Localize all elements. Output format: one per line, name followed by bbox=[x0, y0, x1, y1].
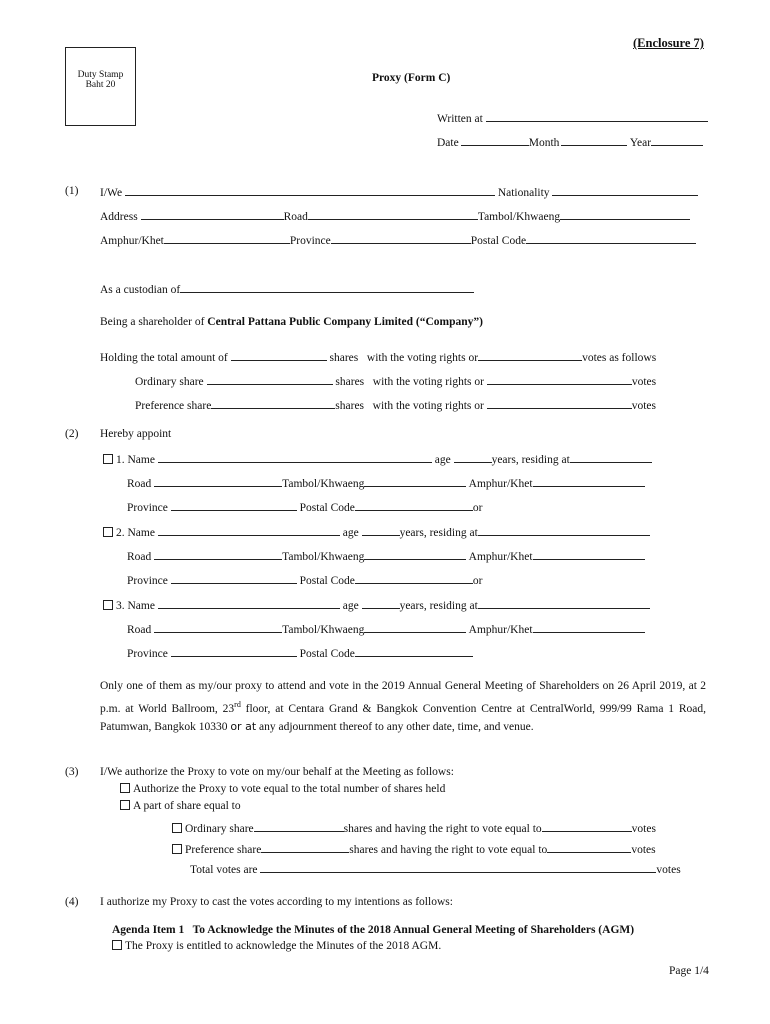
section-4-intro: I authorize my Proxy to cast the votes according to my intentions as follows: bbox=[100, 896, 453, 908]
proxy-1-postal-field[interactable] bbox=[355, 499, 473, 511]
year-label: Year bbox=[629, 137, 652, 149]
proxy-3-residence-field[interactable] bbox=[478, 597, 650, 609]
voting-rights-field[interactable] bbox=[478, 349, 582, 361]
shares-label: shares bbox=[335, 400, 365, 412]
section-3-number: (3) bbox=[65, 766, 79, 778]
or-label: or bbox=[472, 575, 483, 587]
nationality-label: Nationality bbox=[497, 187, 550, 199]
proxy-2-name-row bbox=[103, 524, 650, 540]
tambol-label: Tambol/Khwaeng bbox=[282, 551, 365, 563]
page-number: Page 1/4 bbox=[669, 965, 709, 977]
proxy-3-province-row bbox=[127, 645, 473, 661]
proxy-3-age-field[interactable] bbox=[362, 597, 400, 609]
ordinary-label: Ordinary share bbox=[135, 376, 204, 388]
voting-rights-label: with the voting rights or bbox=[372, 400, 484, 412]
proxy-2-age-field[interactable] bbox=[362, 524, 400, 536]
date-row bbox=[437, 134, 703, 150]
agenda-1-ack-label: The Proxy is entitled to acknowledge the Minutes of the 2018 AGM. bbox=[125, 940, 442, 952]
ordinary-votes-field[interactable] bbox=[487, 373, 632, 385]
section-2-number: (2) bbox=[65, 428, 79, 440]
age-label: age bbox=[342, 527, 359, 539]
authorize-part-checkbox[interactable] bbox=[120, 800, 130, 810]
month-label: Month bbox=[528, 137, 560, 149]
preference-row bbox=[135, 397, 656, 413]
iwe-label: I/We bbox=[100, 187, 123, 199]
s3-ordinary-votes-field[interactable] bbox=[542, 820, 632, 832]
proxy-3-road-row bbox=[127, 621, 645, 637]
votes-label: votes bbox=[631, 844, 656, 856]
tambol-label: Tambol/Khwaeng bbox=[282, 478, 365, 490]
proxy-2-province-row bbox=[127, 572, 483, 588]
residing-label: years, residing at bbox=[399, 527, 478, 539]
tambol-label: Tambol/Khwaeng bbox=[477, 211, 561, 223]
proxy-2-checkbox[interactable] bbox=[103, 527, 113, 537]
written-at-row bbox=[437, 110, 708, 126]
proxy-3-name-field[interactable] bbox=[158, 597, 340, 609]
road-label: Road bbox=[283, 211, 308, 223]
proxy-2-residence-field[interactable] bbox=[478, 524, 650, 536]
total-votes-field[interactable] bbox=[260, 861, 656, 873]
address-row bbox=[100, 208, 690, 224]
proxy-1-amphur-field[interactable] bbox=[533, 475, 645, 487]
authorize-part-row bbox=[120, 799, 241, 813]
votes-label: votes bbox=[631, 376, 657, 388]
proxy-2-road-field[interactable] bbox=[154, 548, 282, 560]
shares-label: shares bbox=[335, 376, 365, 388]
holding-row bbox=[100, 349, 656, 365]
proxy-3-road-field[interactable] bbox=[154, 621, 282, 633]
proxy-3-province-field[interactable] bbox=[171, 645, 297, 657]
votes-as-follows-label: votes as follows bbox=[582, 352, 657, 364]
proxy-3-checkbox[interactable] bbox=[103, 600, 113, 610]
company-name: Central Pattana Public Company Limited (“Company”) bbox=[207, 316, 483, 328]
proxy-3-label: 3. Name bbox=[116, 600, 155, 612]
postal-label: Postal Code bbox=[299, 502, 355, 514]
s3-preference-label: Preference share bbox=[185, 844, 262, 856]
rights-label: shares and having the right to vote equal to bbox=[349, 844, 548, 856]
year-field[interactable] bbox=[651, 134, 703, 146]
voting-rights-label: with the voting rights or bbox=[366, 352, 479, 364]
proxy-1-name-row bbox=[103, 451, 652, 467]
proxy-2-amphur-field[interactable] bbox=[533, 548, 645, 560]
form-title: Proxy (Form C) bbox=[372, 72, 451, 84]
meeting-text-sup: rd bbox=[234, 699, 241, 709]
proxy-1-road-field[interactable] bbox=[154, 475, 282, 487]
ordinary-row bbox=[135, 373, 656, 389]
proxy-2-province-field[interactable] bbox=[171, 572, 297, 584]
proxy-1-province-row bbox=[127, 499, 483, 515]
meeting-text-b: floor, at Centara Grand & Bangkok Convention Centre at CentralWorld, 999/99 Rama 1 Road, Patumwan, Bangkok 10330 bbox=[100, 702, 706, 733]
date-field[interactable] bbox=[461, 134, 529, 146]
holding-label: Holding the total amount of bbox=[100, 352, 228, 364]
amphur-label: Amphur/Khet bbox=[468, 551, 533, 563]
s3-preference-shares-field[interactable] bbox=[261, 841, 349, 853]
meeting-paragraph bbox=[100, 678, 706, 736]
address-field[interactable] bbox=[141, 208, 284, 220]
stamp-line1: Duty Stamp bbox=[77, 70, 124, 80]
duty-stamp-box bbox=[65, 47, 136, 126]
votes-label: votes bbox=[631, 823, 656, 835]
custodian-row bbox=[100, 281, 474, 297]
address-label: Address bbox=[100, 211, 138, 223]
proxy-1-residence-field[interactable] bbox=[570, 451, 652, 463]
proxy-3-name-row bbox=[103, 597, 650, 613]
section-3-intro: I/We authorize the Proxy to vote on my/our behalf at the Meeting as follows: bbox=[100, 766, 454, 778]
residing-label: years, residing at bbox=[491, 454, 570, 466]
authorize-full-checkbox[interactable] bbox=[120, 783, 130, 793]
proxy-2-road-row bbox=[127, 548, 645, 564]
s3-preference-checkbox[interactable] bbox=[172, 844, 182, 854]
proxy-1-province-field[interactable] bbox=[171, 499, 297, 511]
proxy-1-name-field[interactable] bbox=[158, 451, 432, 463]
agenda-item-1-heading: Agenda Item 1 To Acknowledge the Minutes of the 2018 Annual General Meeting of Shareholders (AGM) bbox=[112, 924, 635, 936]
s3-preference-votes-field[interactable] bbox=[547, 841, 631, 853]
custodian-field[interactable] bbox=[180, 281, 474, 293]
amphur-row bbox=[100, 232, 696, 248]
authorize-part-label: A part of share equal to bbox=[133, 800, 241, 812]
road-label: Road bbox=[127, 551, 152, 563]
iwe-row bbox=[100, 184, 698, 200]
preference-shares-field[interactable] bbox=[211, 397, 335, 409]
section-1-number: (1) bbox=[65, 185, 79, 197]
nationality-field[interactable] bbox=[552, 184, 698, 196]
votes-label: votes bbox=[656, 864, 681, 876]
shareholder-row bbox=[100, 315, 483, 329]
agenda-1-ack-row bbox=[112, 939, 441, 953]
proxy-2-label: 2. Name bbox=[116, 527, 155, 539]
iwe-field[interactable] bbox=[125, 184, 495, 196]
proxy-3-amphur-field[interactable] bbox=[533, 621, 645, 633]
s3-ordinary-shares-field[interactable] bbox=[254, 820, 344, 832]
postal-label: Postal Code bbox=[299, 575, 355, 587]
section-4-number: (4) bbox=[65, 896, 79, 908]
postal-label: Postal Code bbox=[299, 648, 355, 660]
agenda-1-ack-checkbox[interactable] bbox=[112, 940, 122, 950]
proxy-2-postal-field[interactable] bbox=[355, 572, 473, 584]
holding-field[interactable] bbox=[231, 349, 327, 361]
meeting-text-a: Only one of them as my/our proxy to attend and vote in the 2019 Annual General Meeting of Shareholders on 26 April 2019, at 2 p.m. at World Ballroom, 23 bbox=[100, 680, 706, 715]
custodian-label: As a custodian of bbox=[100, 284, 181, 296]
road-label: Road bbox=[127, 624, 152, 636]
province-label: Province bbox=[127, 575, 168, 587]
voting-rights-label: with the voting rights or bbox=[372, 376, 484, 388]
or-label: or bbox=[472, 502, 483, 514]
written-at-field[interactable] bbox=[486, 110, 708, 122]
postal-label: Postal Code bbox=[470, 235, 527, 247]
votes-label: votes bbox=[631, 400, 656, 412]
proxy-3-postal-field[interactable] bbox=[355, 645, 473, 657]
preference-label: Preference share bbox=[135, 400, 212, 412]
authorize-full-row bbox=[120, 782, 445, 796]
residing-label: years, residing at bbox=[399, 600, 478, 612]
proxy-1-label: 1. Name bbox=[116, 454, 155, 466]
proxy-1-tambol-field[interactable] bbox=[364, 475, 466, 487]
age-label: age bbox=[342, 600, 359, 612]
preference-votes-field[interactable] bbox=[487, 397, 632, 409]
s3-ordinary-checkbox[interactable] bbox=[172, 823, 182, 833]
written-at-label: Written at bbox=[437, 113, 483, 125]
hereby-appoint: Hereby appoint bbox=[100, 428, 172, 440]
rights-label: shares and having the right to vote equal to bbox=[343, 823, 542, 835]
age-label: age bbox=[434, 454, 451, 466]
meeting-text-or: or at bbox=[230, 719, 257, 733]
stamp-line2: Baht 20 bbox=[85, 80, 116, 90]
proxy-2-name-field[interactable] bbox=[158, 524, 340, 536]
ordinary-shares-field[interactable] bbox=[207, 373, 333, 385]
road-field[interactable] bbox=[308, 208, 478, 220]
enclosure-label: (Enclosure 7) bbox=[633, 36, 704, 50]
postal-field[interactable] bbox=[526, 232, 696, 244]
shares-label: shares bbox=[329, 352, 359, 364]
province-label: Province bbox=[127, 648, 168, 660]
amphur-label: Amphur/Khet bbox=[468, 478, 533, 490]
shareholder-label: Being a shareholder of bbox=[100, 316, 205, 328]
province-label: Province bbox=[127, 502, 168, 514]
date-label: Date bbox=[437, 137, 459, 149]
amphur-label: Amphur/Khet bbox=[100, 235, 164, 247]
total-votes-label: Total votes are bbox=[190, 864, 258, 876]
province-field[interactable] bbox=[331, 232, 471, 244]
s3-ordinary-label: Ordinary share bbox=[185, 823, 254, 835]
proxy-1-age-field[interactable] bbox=[454, 451, 492, 463]
amphur-field[interactable] bbox=[164, 232, 290, 244]
total-votes-row bbox=[190, 861, 681, 877]
proxy-3-tambol-field[interactable] bbox=[364, 621, 466, 633]
province-label: Province bbox=[289, 235, 331, 247]
s3-preference-row bbox=[172, 841, 656, 857]
amphur-label: Amphur/Khet bbox=[468, 624, 533, 636]
proxy-1-checkbox[interactable] bbox=[103, 454, 113, 464]
s3-ordinary-row bbox=[172, 820, 656, 836]
authorize-full-label: Authorize the Proxy to vote equal to the total number of shares held bbox=[133, 783, 446, 795]
proxy-1-road-row bbox=[127, 475, 645, 491]
tambol-field[interactable] bbox=[560, 208, 690, 220]
tambol-label: Tambol/Khwaeng bbox=[282, 624, 365, 636]
meeting-text-c: any adjournment thereof to any other date, time, and venue. bbox=[256, 720, 534, 733]
proxy-2-tambol-field[interactable] bbox=[364, 548, 466, 560]
road-label: Road bbox=[127, 478, 152, 490]
month-field[interactable] bbox=[561, 134, 627, 146]
